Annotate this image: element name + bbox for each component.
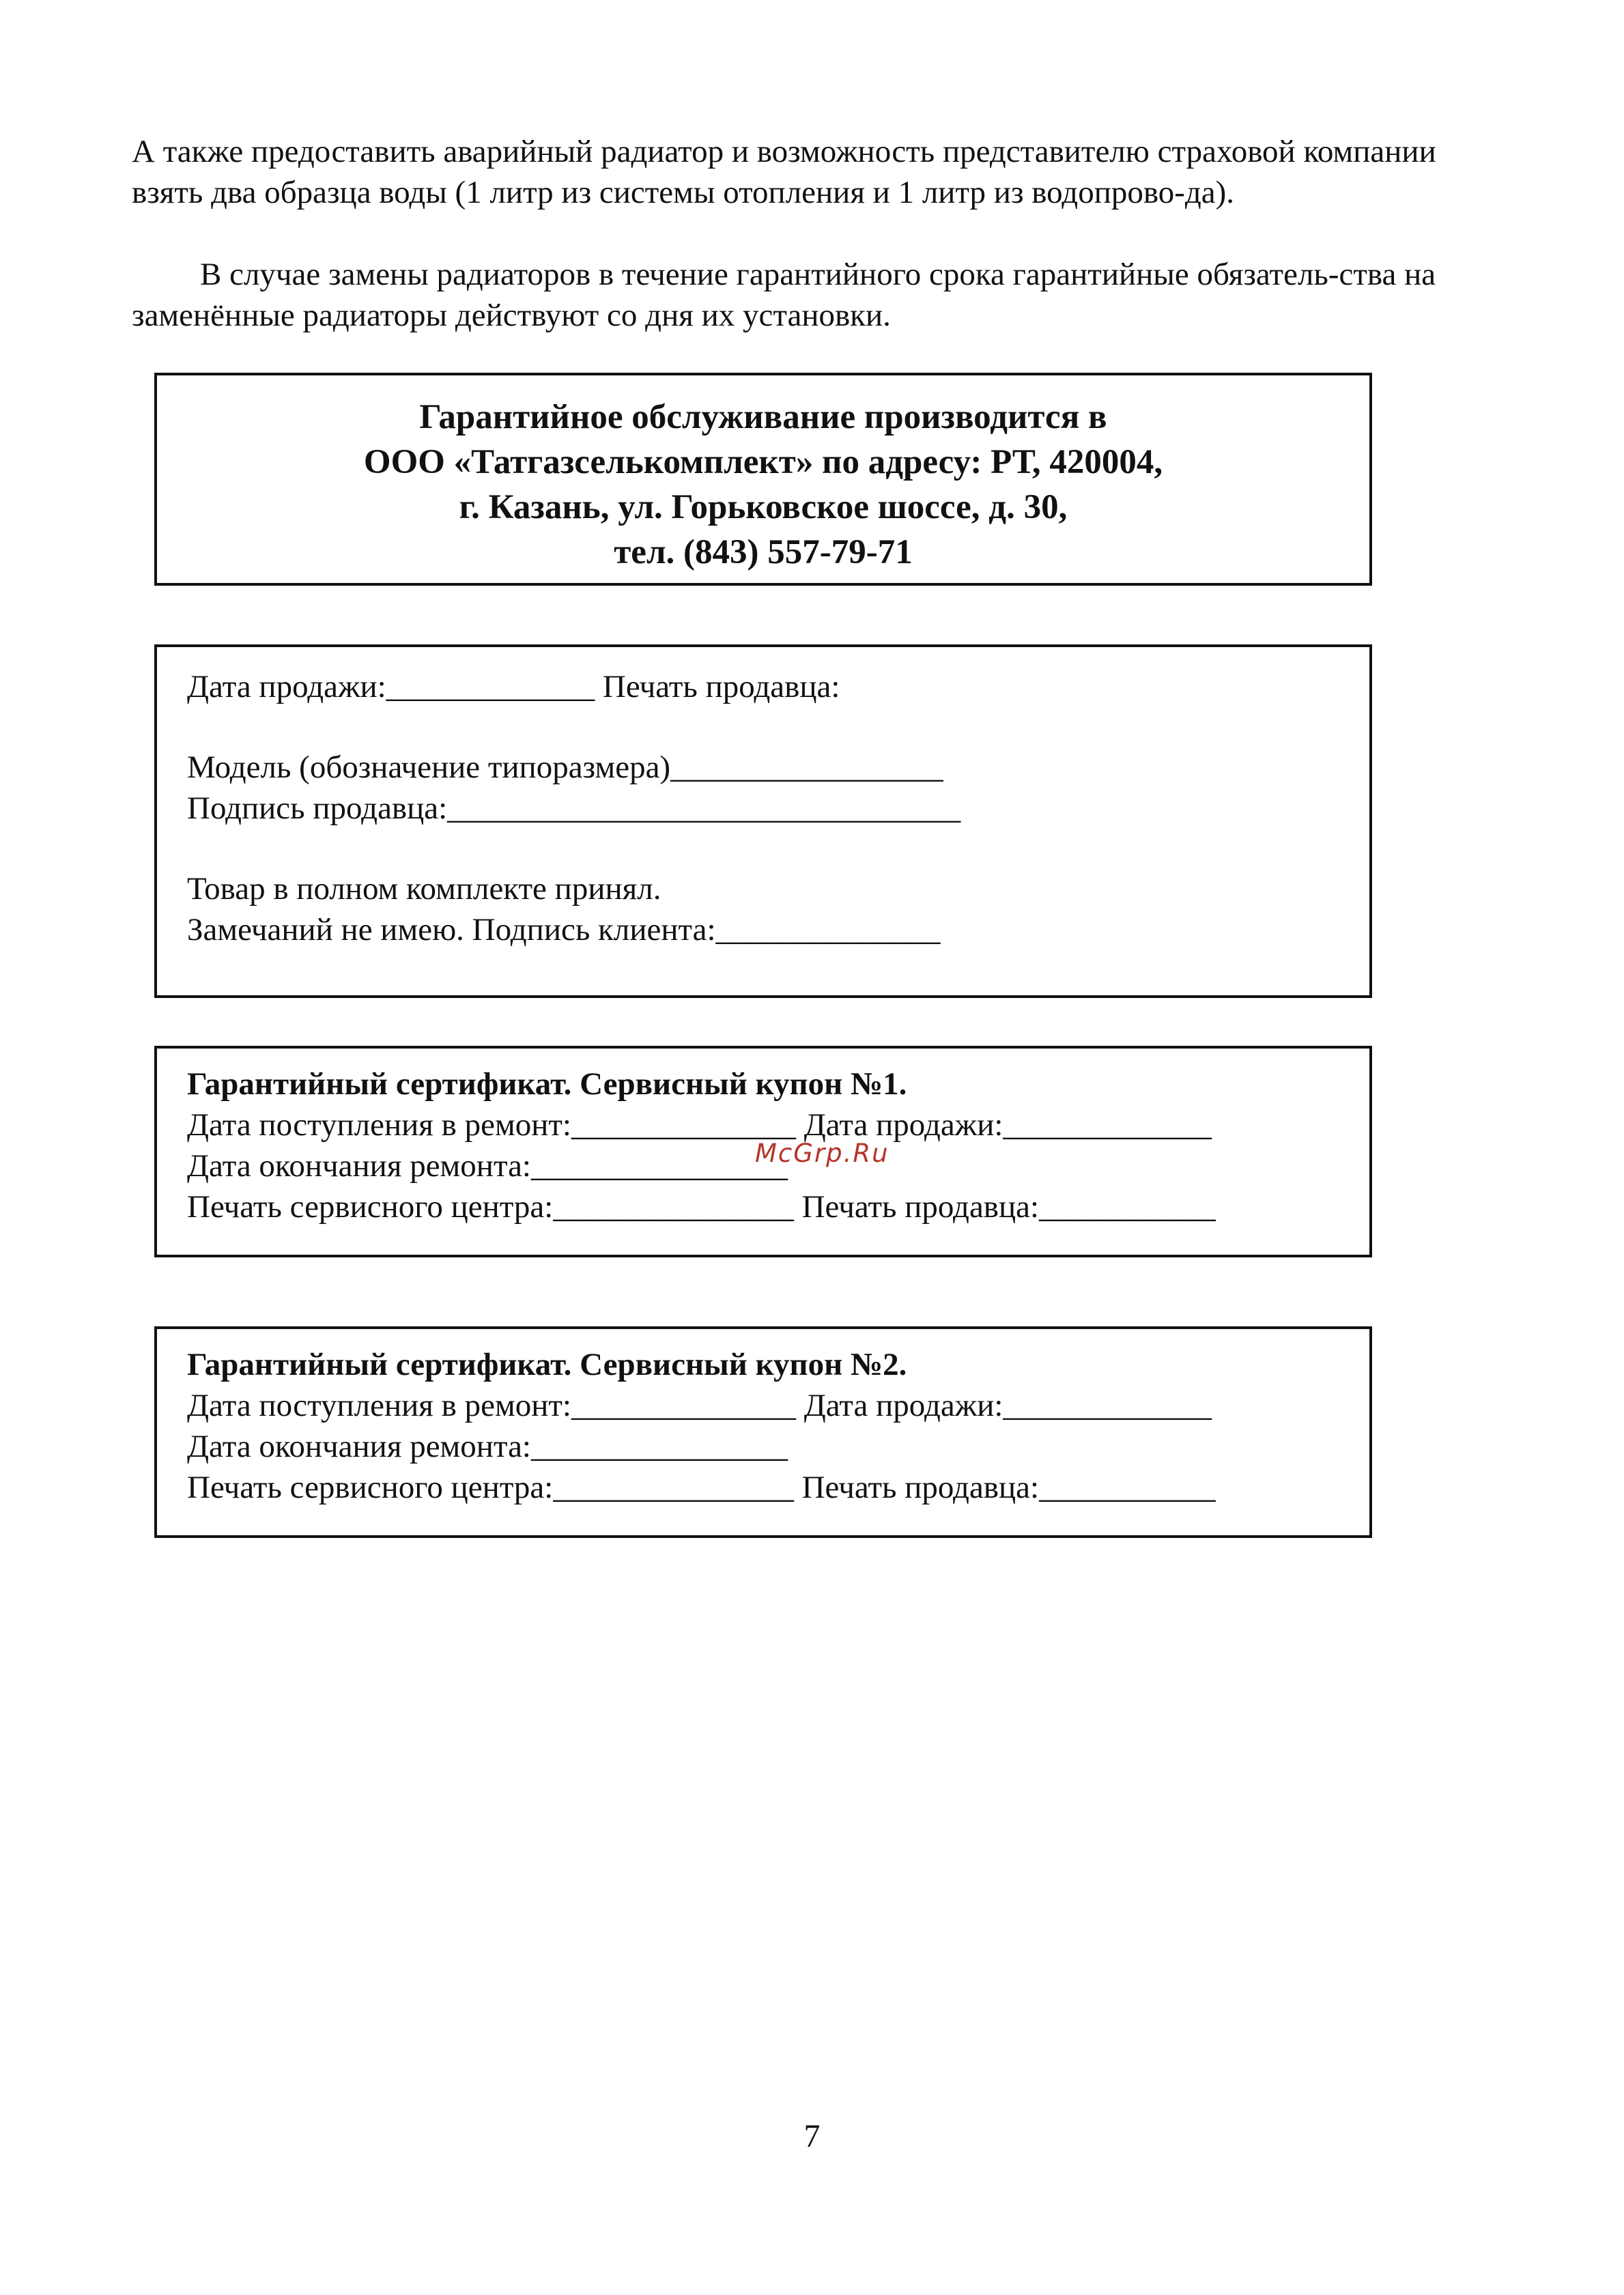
goods-accepted-line: Товар в полном комплекте принял. — [187, 871, 661, 907]
service-address-line-2: ООО «Татгазселькомплект» по адресу: РТ, 420004, — [363, 443, 1163, 481]
coupon-repair-start-line: Дата поступления в ремонт:______________ Дата продажи:_____________ — [187, 1107, 1212, 1143]
sale-date-stamp-line: Дата продажи:_____________ Печать продавца: — [187, 669, 840, 704]
client-signature-line: Замечаний не имею. Подпись клиента:______________ — [187, 912, 941, 947]
sale-info-box — [154, 644, 1372, 998]
spacer — [187, 707, 1369, 747]
coupon-stamp-line: Печать сервисного центра:_______________ Печать продавца:___________ — [187, 1470, 1216, 1505]
coupon-title: Гарантийный сертификат. Сервисный купон №1. — [187, 1066, 907, 1102]
service-address-line-1: Гарантийное обслуживание производится в — [419, 398, 1107, 436]
spacer — [187, 829, 1369, 868]
service-coupon-2 — [154, 1326, 1372, 1538]
coupon-repair-start-line: Дата поступления в ремонт:______________ Дата продажи:_____________ — [187, 1388, 1212, 1423]
coupon-repair-end-line: Дата окончания ремонта:________________ — [187, 1148, 788, 1184]
coupon-title: Гарантийный сертификат. Сервисный купон №2. — [187, 1347, 907, 1382]
service-phone-line: тел. (843) 557-79-71 — [614, 533, 913, 571]
intro-paragraph-2: В случае замены радиаторов в течение гарантийного срока гарантийные обязатель-ства на заменённые радиаторы действуют со дня их установки. — [132, 257, 1436, 333]
model-line: Модель (обозначение типоразмера)_________________ — [187, 750, 943, 785]
watermark: McGrp.Ru — [755, 1139, 889, 1168]
coupon-repair-end-line: Дата окончания ремонта:________________ — [187, 1429, 788, 1464]
service-address-line-3: г. Казань, ул. Горьковское шоссе, д. 30, — [459, 488, 1068, 526]
page-number: 7 — [803, 2118, 821, 2154]
coupon-stamp-line: Печать сервисного центра:_______________ Печать продавца:___________ — [187, 1189, 1216, 1225]
seller-signature-line: Подпись продавца:________________________________ — [187, 790, 961, 826]
intro-paragraph-1: А также предоставить аварийный радиатор и возможность представителю страховой компании взять два образца воды (1 литр из системы отопления и 1 литр из водопрово-да). — [132, 134, 1436, 210]
service-address-box — [154, 373, 1372, 586]
